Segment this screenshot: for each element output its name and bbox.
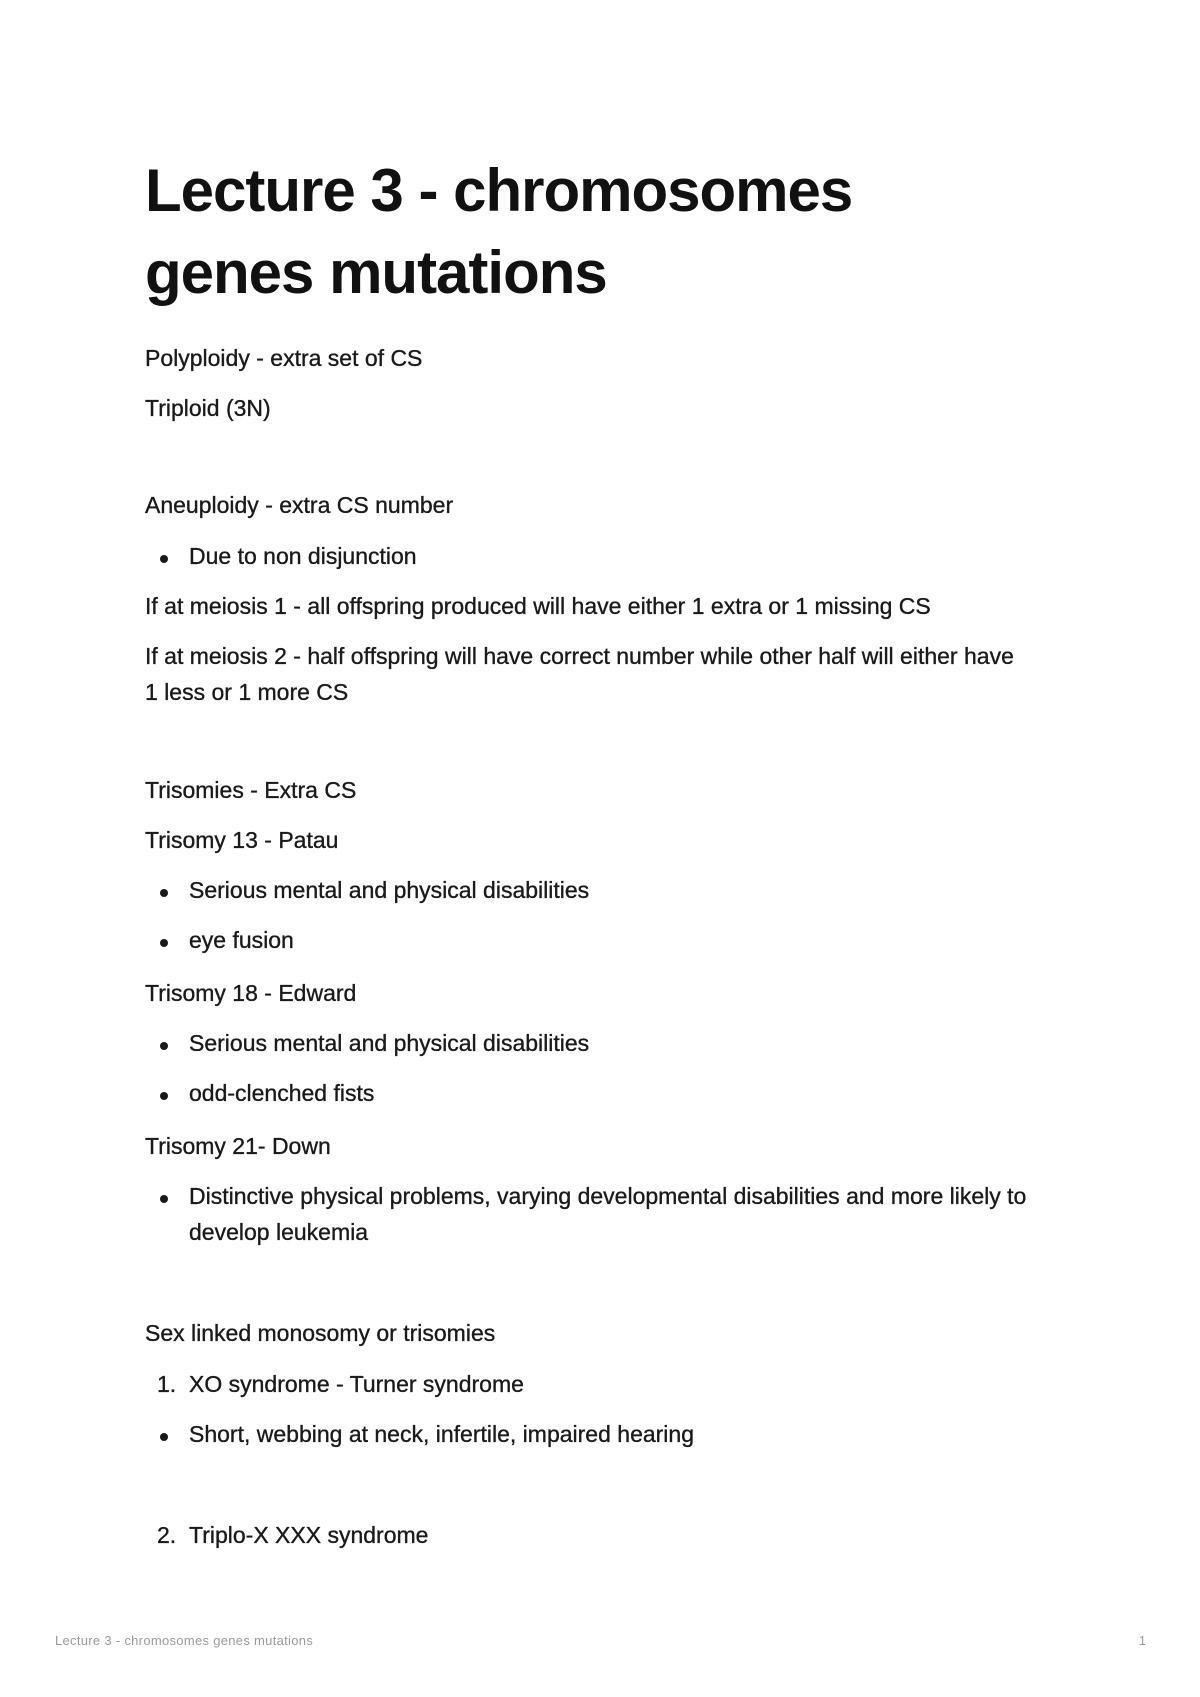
trisomy-13-line: Trisomy 13 - Patau — [145, 827, 339, 853]
trisomies-line: Trisomies - Extra CS — [145, 777, 357, 803]
turner-item: XO syndrome - Turner syndrome — [189, 1371, 524, 1397]
list-number: 1. — [157, 1371, 177, 1397]
page-title-line-1: Lecture 3 - chromosomes — [145, 157, 853, 224]
trisomy-21-bullet-1: Distinctive physical problems, varying developmental disabilities and more likely to develop leukemia — [189, 1183, 1027, 1245]
trisomy-18-line: Trisomy 18 - Edward — [145, 980, 357, 1006]
trisomy-18-bullet-2: odd-clenched fists — [189, 1080, 375, 1106]
page-title-block — [145, 150, 1065, 314]
bullet-dot — [160, 889, 168, 897]
trisomy-13-bullet-2: eye fusion — [189, 927, 294, 953]
bullet-dot — [160, 1195, 168, 1203]
trisomy-13-bullet-1: Serious mental and physical disabilities — [189, 877, 590, 903]
aneuploidy-line: Aneuploidy - extra CS number — [145, 492, 454, 518]
page-title-line-2: genes mutations — [145, 239, 607, 306]
aneuploidy-bullet: Due to non disjunction — [189, 543, 417, 569]
bullet-dot — [160, 1092, 168, 1100]
bullet-dot — [160, 1042, 168, 1050]
bullet-dot — [160, 939, 168, 947]
bullet-dot — [160, 555, 168, 563]
sex-linked-line: Sex linked monosomy or trisomies — [145, 1320, 496, 1346]
triploid-line: Triploid (3N) — [145, 395, 271, 421]
turner-bullet: Short, webbing at neck, infertile, impaired hearing — [189, 1421, 695, 1447]
meiosis-1-line: If at meiosis 1 - all offspring produced will have either 1 extra or 1 missing CS — [145, 593, 931, 619]
polyploidy-line: Polyploidy - extra set of CS — [145, 345, 423, 371]
trisomy-21-line: Trisomy 21- Down — [145, 1133, 331, 1159]
list-number: 2. — [157, 1522, 177, 1548]
triplo-x-item: Triplo-X XXX syndrome — [189, 1522, 429, 1548]
footer-page-number: 1 — [1138, 1633, 1146, 1648]
footer-doc-name: Lecture 3 - chromosomes genes mutations — [55, 1633, 314, 1648]
meiosis-2-line: If at meiosis 2 - half offspring will have correct number while other half will either have 1 less or 1 more CS — [145, 643, 1014, 705]
bullet-dot — [160, 1433, 168, 1441]
trisomy-18-bullet-1: Serious mental and physical disabilities — [189, 1030, 590, 1056]
page-title — [145, 150, 1065, 314]
